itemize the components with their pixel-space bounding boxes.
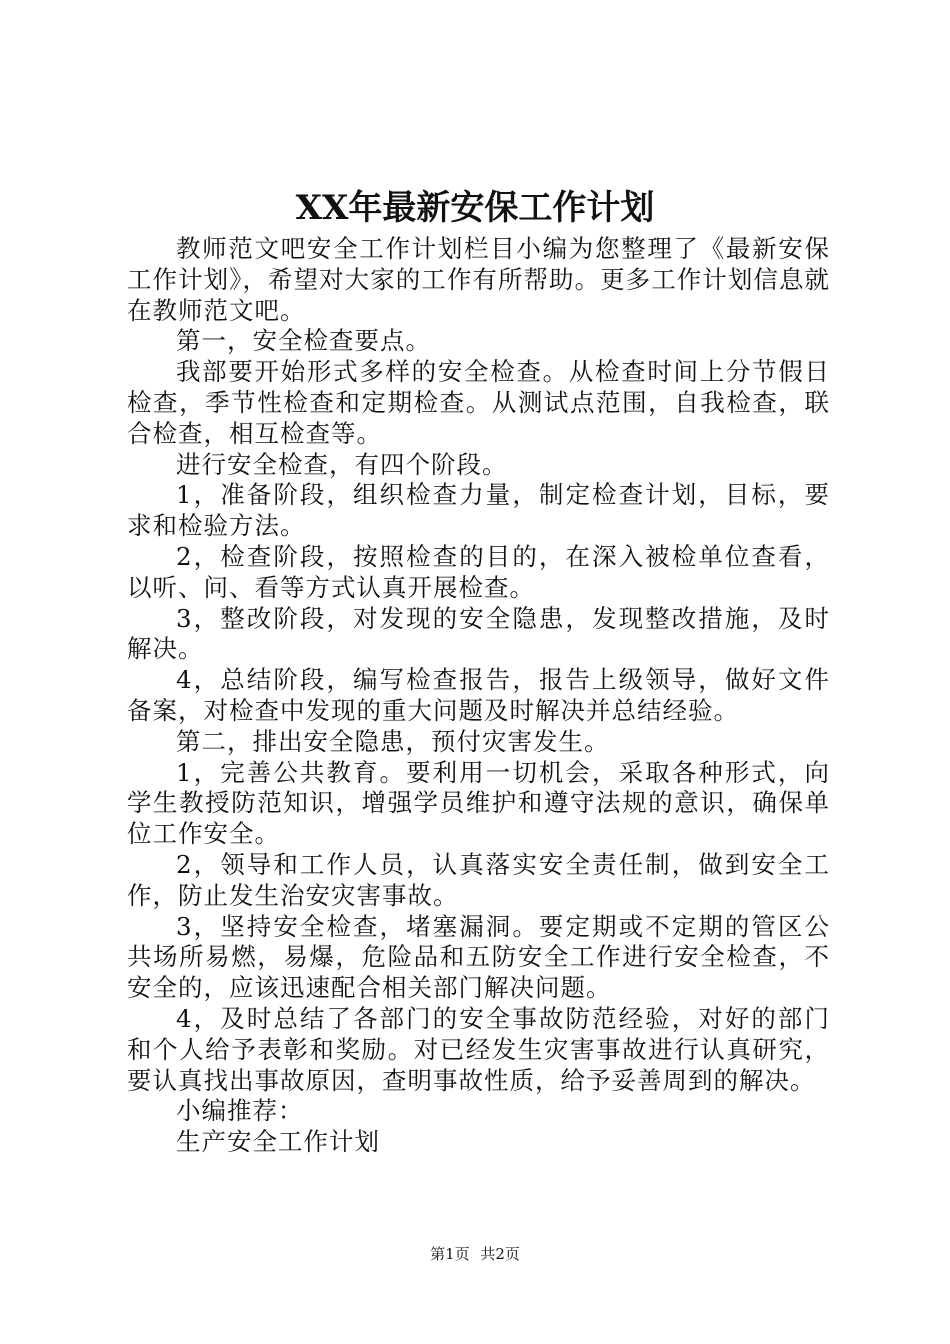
list-item: 3，坚持安全检查，堵塞漏洞。要定期或不定期的管区公共场所易燃，易爆，危险品和五防安全工作进行安全检查，不安全的，应该迅速配合相关部门解决问题。 — [127, 911, 830, 1003]
section-heading-1: 第一，安全检查要点。 — [176, 326, 431, 356]
list-item: 2，领导和工作人员，认真落实安全责任制，做到安全工作，防止发生治安灾害事故。 — [127, 849, 830, 910]
paragraph: 进行安全检查，有四个阶段。 — [176, 449, 508, 479]
list-item: 1，完善公共教育。要利用一切机会，采取各种形式，向学生教授防范知识，增强学员维护和遵守法规的意识，确保单位工作安全。 — [127, 757, 830, 849]
document-title: XX年最新安保工作计划 — [295, 188, 655, 228]
page-total: 共2页 — [480, 1245, 520, 1263]
list-item: 4，及时总结了各部门的安全事故防范经验，对好的部门和个人给予表彰和奖励。对已经发生灾害事故进行认真研究，要认真找出事故原因，查明事故性质，给予妥善周到的解决。 — [127, 1003, 830, 1095]
paragraph: 我部要开始形式多样的安全检查。从检查时间上分节假日检查，季节性检查和定期检查。从测试点范围，自我检查，联合检查，相互检查等。 — [127, 357, 830, 448]
recommend-label: 小编推荐： — [176, 1096, 304, 1126]
recommend-link[interactable]: 生产安全工作计划 — [176, 1127, 380, 1157]
paragraph-intro: 教师范文吧安全工作计划栏目小编为您整理了《最新安保工作计划》，希望对大家的工作有所帮助。更多工作计划信息就在教师范文吧。 — [127, 234, 830, 325]
document-body — [127, 234, 830, 1158]
list-item: 2，检查阶段，按照检查的目的，在深入被检单位查看，以听、问、看等方式认真开展检查。 — [127, 541, 830, 602]
section-heading-2: 第二，排出安全隐患，预付灾害发生。 — [176, 726, 610, 756]
list-item: 1，准备阶段，组织检查力量，制定检查计划，目标，要求和检验方法。 — [127, 480, 830, 541]
page-number: 第1页 — [430, 1245, 470, 1263]
page-footer — [0, 1244, 950, 1264]
list-item: 3，整改阶段，对发现的安全隐患，发现整改措施，及时解决。 — [127, 603, 830, 664]
list-item: 4，总结阶段，编写检查报告，报告上级领导，做好文件备案，对检查中发现的重大问题及时解决并总结经验。 — [127, 665, 830, 725]
